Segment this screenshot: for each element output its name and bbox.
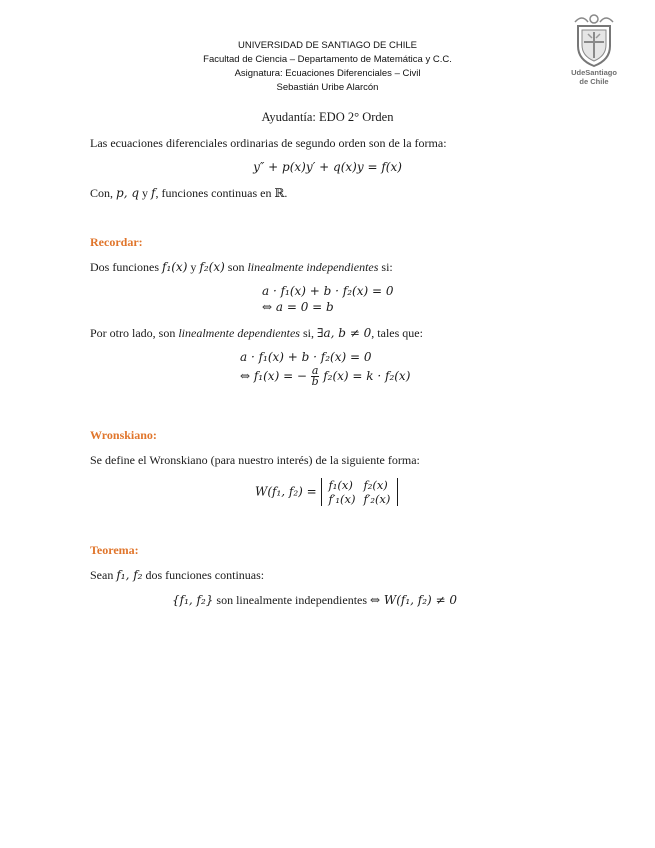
indep-pre: Dos funciones (90, 260, 159, 274)
university-name: UNIVERSIDAD DE SANTIAGO DE CHILE (238, 40, 417, 51)
indep-equation-1: a · f₁(x) + b · f₂(x) = 0 (262, 284, 394, 298)
dep-pre: Por otro lado, son (90, 326, 176, 340)
teorema-heading: Teorema: (90, 543, 139, 557)
page-title: Ayudantía: EDO 2° Orden (261, 110, 394, 124)
recordar-heading: Recordar: (90, 235, 143, 249)
dep-equation-2 (240, 366, 410, 387)
crest-icon (572, 12, 616, 68)
continuity-vars: p, q (116, 186, 140, 200)
teorema-statement (172, 593, 457, 608)
dep-equation-1: a · f₁(x) + b · f₂(x) = 0 (240, 350, 372, 364)
wronskian-determinant (321, 478, 399, 506)
dependence-text (90, 326, 423, 341)
dep-term: linealmente dependientes (178, 326, 300, 340)
indep-equation-2: ⇔ a = 0 = b (262, 300, 334, 314)
continuity-text (90, 186, 287, 201)
fraction-a-over-b (311, 366, 320, 387)
dep-math: ∃a, b ≠ 0 (316, 326, 372, 340)
indep-post: si: (381, 260, 393, 274)
teorema-set: {f₁, f₂} (172, 593, 214, 607)
indep-f1: f₁(x) (162, 260, 188, 274)
indep-mid: son (227, 260, 245, 274)
continuity-suffix: , funciones continuas en ℝ. (155, 186, 288, 200)
independence-text (90, 260, 393, 275)
wronskian-lhs: W(f₁, f₂) = (255, 484, 317, 499)
teorema-stmt-math: ⇔ W(f₁, f₂) ≠ 0 (370, 593, 458, 607)
continuity-conj: y (142, 186, 149, 200)
dep-post: , tales que: (371, 326, 423, 340)
dep-eq2-post: f₂(x) = k · f₂(x) (323, 369, 411, 383)
dep-eq2-pre: ⇔ f₁(x) = − (240, 369, 307, 383)
teorema-math: f₁, f₂ (116, 568, 143, 582)
author-line: Sebastián Uribe Alarcón (276, 82, 379, 93)
wronskian-equation (255, 478, 398, 506)
faculty-line: Facultad de Ciencia – Departamento de Matemática y C.C. (203, 54, 452, 65)
teorema-text (90, 568, 264, 583)
logo-text-line2: de Chile (579, 77, 609, 86)
dep-mid: si, (302, 326, 314, 340)
wronskiano-heading: Wronskiano: (90, 428, 157, 442)
main-equation: y″ + p(x)y′ + q(x)y = f(x) (253, 160, 402, 174)
wronskiano-text: Se define el Wronskiano (para nuestro interés) de la siguiente forma: (90, 453, 420, 467)
teorema-pre: Sean (90, 568, 114, 582)
fraction-numerator: a (311, 364, 319, 377)
continuity-prefix: Con, (90, 186, 114, 200)
fraction-denominator: b (311, 375, 319, 388)
logo-text-line1: UdeSantiago (571, 68, 617, 77)
det-cell-11: f₁(x) (328, 478, 353, 492)
det-cell-22: f′₂(x) (363, 492, 391, 506)
intro-text: Las ecuaciones diferenciales ordinarias de segundo orden son de la forma: (90, 136, 447, 150)
continuity-var-f: f (151, 186, 156, 200)
indep-conj: y (190, 260, 197, 274)
university-logo (566, 12, 622, 92)
teorema-post: dos funciones continuas: (145, 568, 265, 582)
indep-term: linealmente independientes (247, 260, 379, 274)
det-cell-12: f₂(x) (363, 478, 388, 492)
det-cell-21: f′₁(x) (328, 492, 356, 506)
indep-f2: f₂(x) (199, 260, 225, 274)
course-line: Asignatura: Ecuaciones Diferenciales – Civil (234, 68, 421, 79)
teorema-stmt-text: son linealmente independientes (216, 593, 368, 607)
